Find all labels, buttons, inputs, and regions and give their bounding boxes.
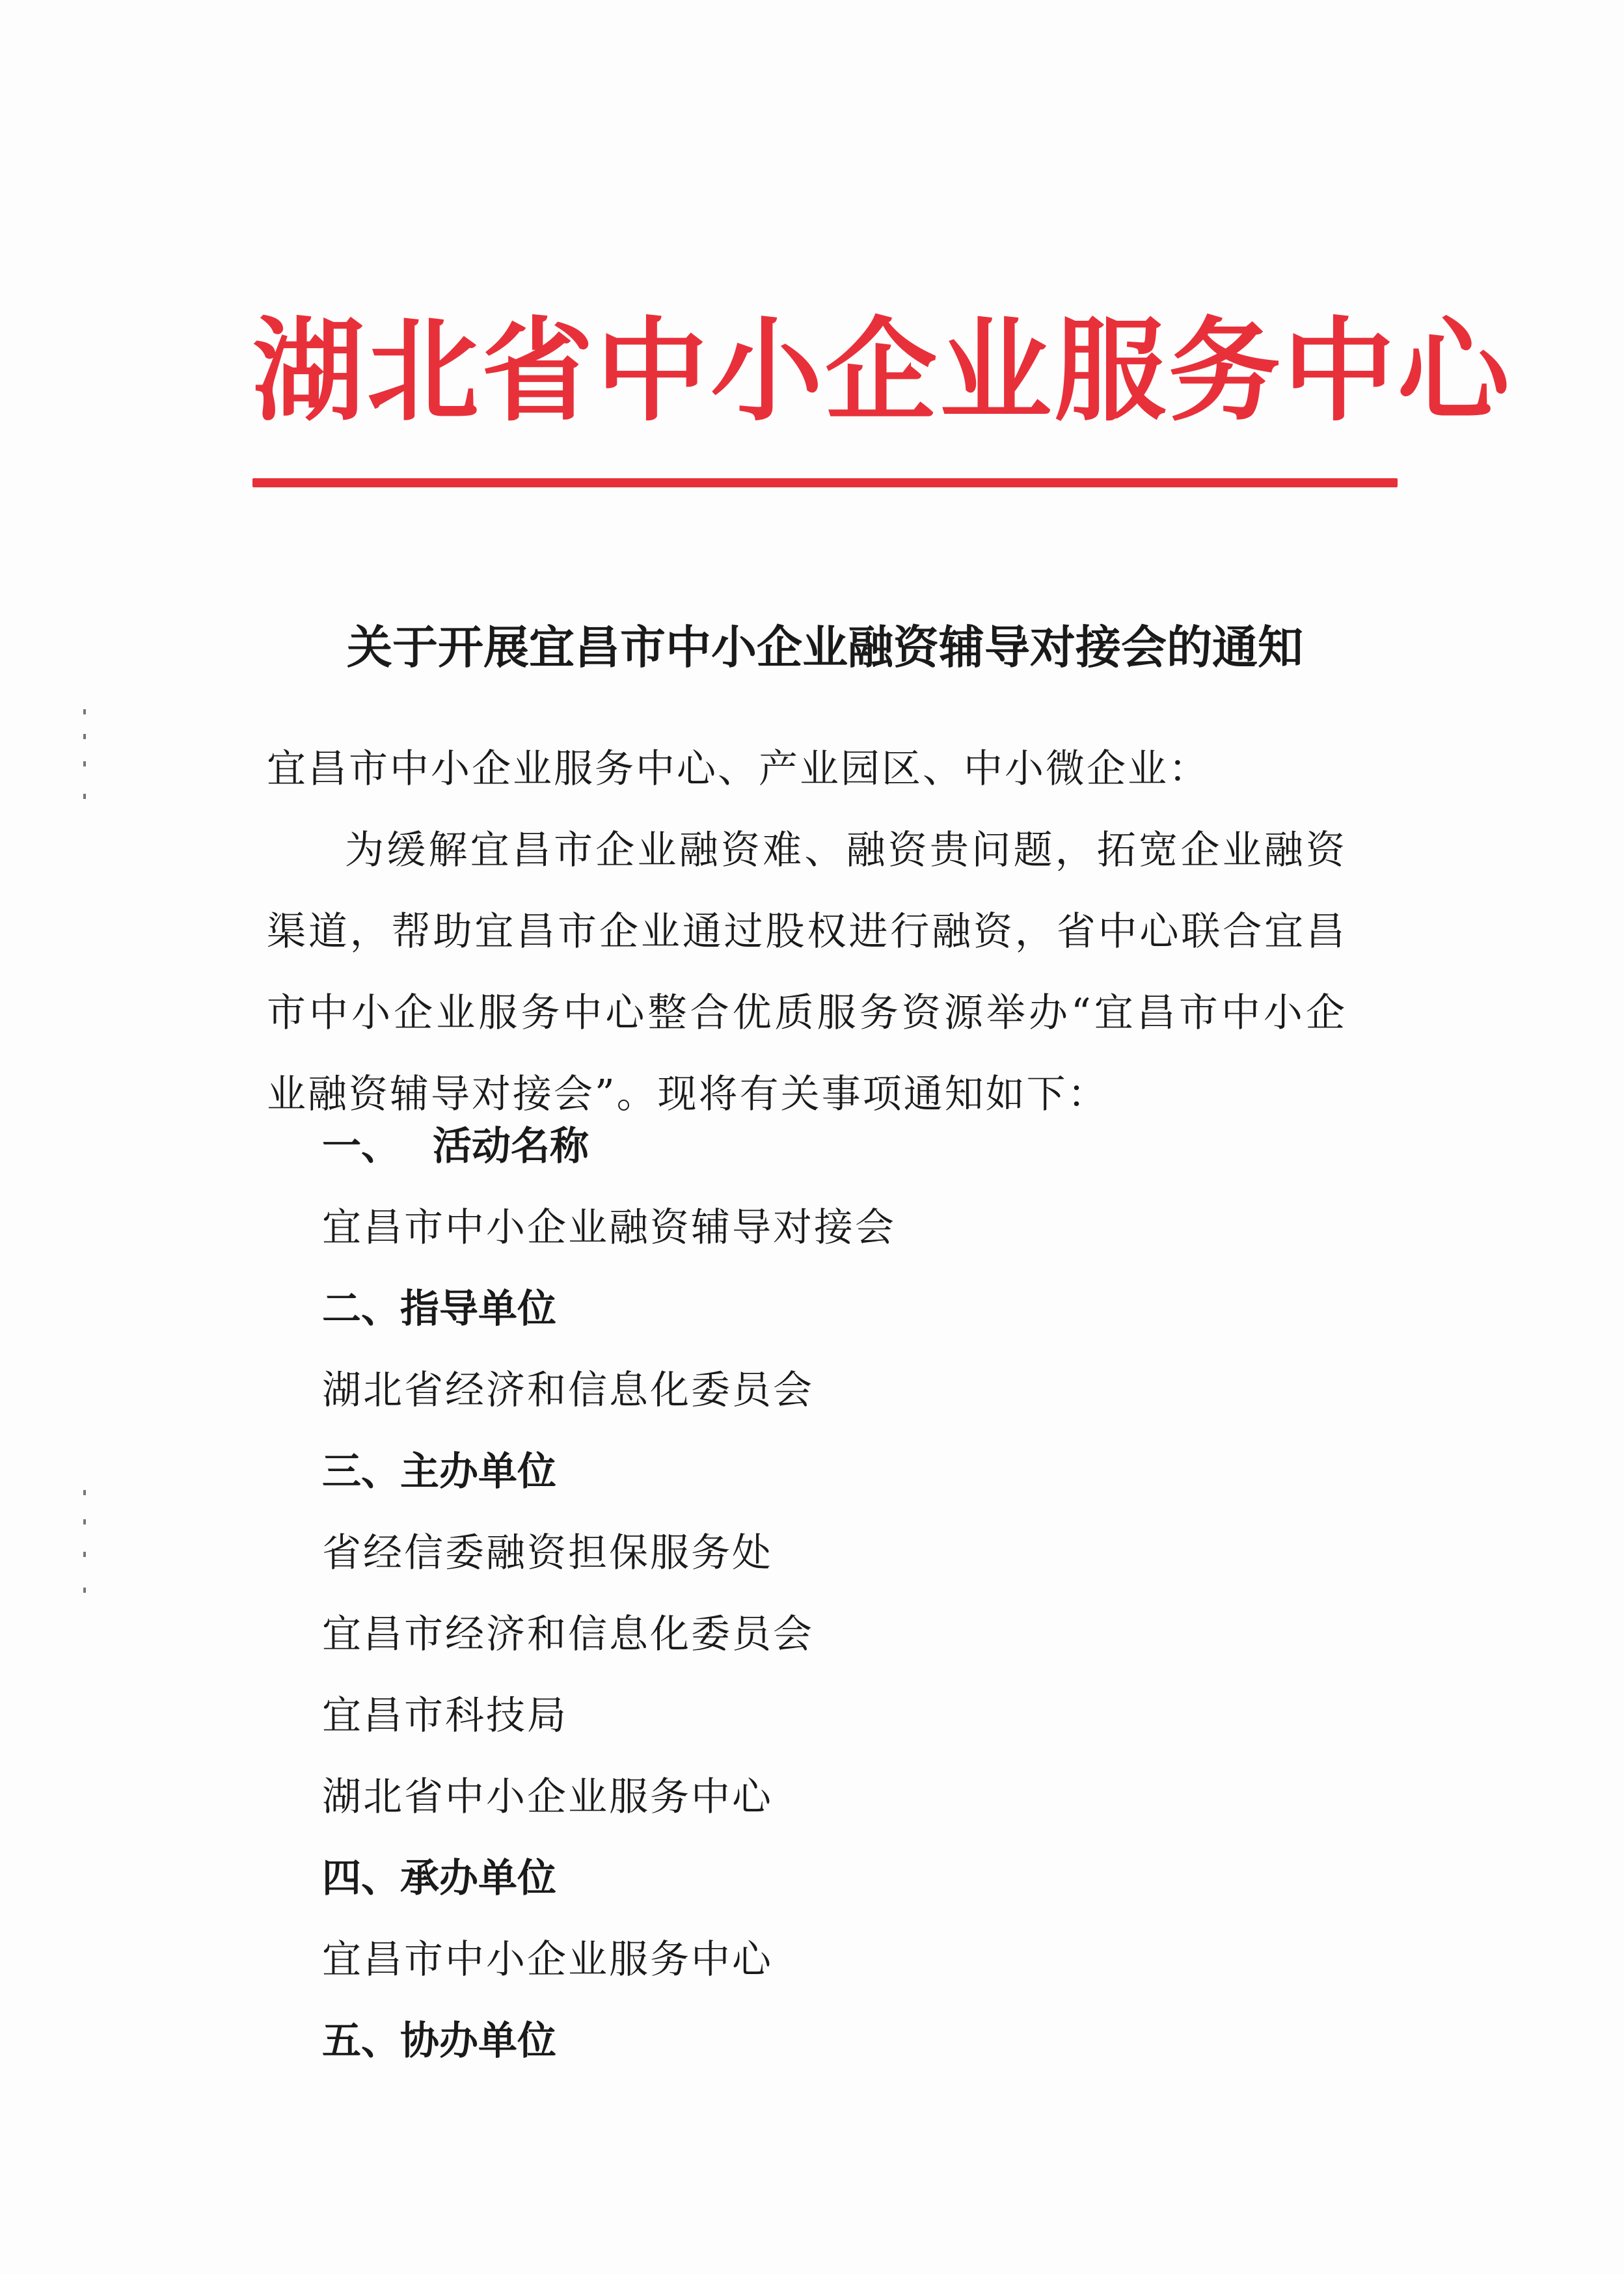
section-title: 活动名称 xyxy=(433,1124,589,1169)
section-title: 指导单位 xyxy=(400,1286,556,1332)
section-heading xyxy=(322,2001,1363,2082)
salutation: 宜昌市中小企业服务中心、产业园区、中小微企业： xyxy=(267,746,1210,792)
section-title: 承办单位 xyxy=(400,1856,556,1901)
section-item: 宜昌市中小企业融资辅导对接会 xyxy=(322,1205,896,1251)
section-item: 湖北省经济和信息化委员会 xyxy=(322,1368,814,1413)
section-item: 省经信委融资担保服务处 xyxy=(322,1530,773,1576)
section-item: 宜昌市科技局 xyxy=(322,1693,568,1739)
section-heading xyxy=(322,1269,1363,1350)
section-number: 三、 xyxy=(322,1449,400,1495)
section-heading xyxy=(322,1838,1363,1919)
section-heading xyxy=(322,1431,1363,1513)
section-item: 宜昌市中小企业服务中心 xyxy=(322,1937,773,1983)
letterhead-red-rule xyxy=(252,478,1398,487)
section-item: 宜昌市经济和信息化委员会 xyxy=(322,1612,814,1657)
section-number: 四、 xyxy=(322,1856,400,1901)
intro-paragraph: 为缓解宜昌市企业融资难、融资贵问题，拓宽企业融资渠道，帮助宜昌市企业通过股权进行融资，省中心联合宜昌市中小企业服务中心整合优质服务资源举办“宜昌市中小企业融资辅导对接会”。现将有关事项通知如下： xyxy=(267,828,1347,1117)
section-number: 五、 xyxy=(322,2018,400,2064)
section-title: 协办单位 xyxy=(400,2018,556,2064)
section-number: 一、 xyxy=(322,1124,400,1169)
document-title: 关于开展宜昌市中小企业融资辅导对接会的通知 xyxy=(347,621,1303,674)
section-heading xyxy=(322,1106,1363,1187)
section-number: 二、 xyxy=(322,1286,400,1332)
section-item: 湖北省中小企业服务中心 xyxy=(322,1774,773,1820)
section-title: 主办单位 xyxy=(400,1449,556,1495)
document-body xyxy=(267,729,1347,1135)
letterhead-title: 湖北省中小企业服务中心 xyxy=(252,305,1512,437)
section-list xyxy=(322,1106,1363,2082)
